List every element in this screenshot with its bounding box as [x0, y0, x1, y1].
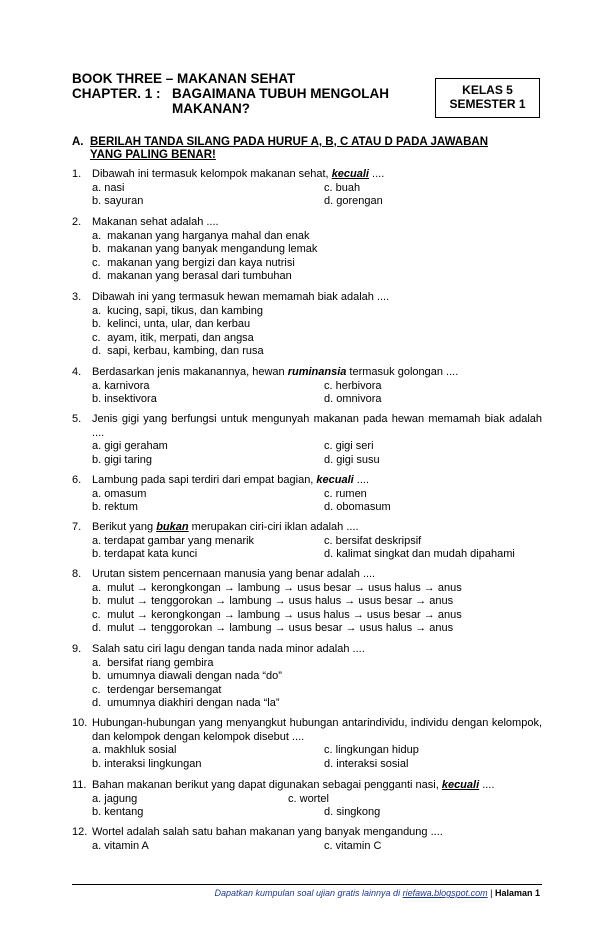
option-b[interactable]: b. mulut → tenggorokan → lambung → usus halus → usus besar → anus: [92, 595, 454, 608]
option-a[interactable]: a. nasi: [92, 181, 125, 194]
option-d[interactable]: d. umumnya diakhiri dengan nada “la”: [92, 697, 280, 710]
keyword: bukan: [156, 521, 189, 533]
question-stem: Urutan sistem pencernaan manusia yang benar adalah ....: [92, 568, 376, 580]
keyword: kecuali: [331, 168, 369, 180]
option-d[interactable]: d. sapi, kerbau, kambing, dan rusa: [92, 345, 264, 358]
option-b[interactable]: b. kelinci, unta, ular, dan kerbau: [92, 318, 251, 331]
option-c[interactable]: c. vitamin C: [324, 839, 382, 852]
section-instruction: [72, 136, 540, 162]
question-stem: Wortel adalah salah satu bahan makanan yang banyak mengandung ....: [92, 826, 443, 838]
question-number: 11.: [72, 779, 87, 791]
option-c[interactable]: c. ayam, itik, merpati, dan angsa: [92, 331, 254, 344]
option-b[interactable]: b. interaksi lingkungan: [92, 757, 202, 770]
question-stem: Dibawah ini yang termasuk hewan memamah biak adalah ....: [92, 291, 390, 303]
book-title: BOOK THREE – MAKANAN SEHAT: [72, 71, 296, 86]
footer-text: Dapatkan kumpulan soal ujian gratis lainnya di: [214, 888, 403, 898]
option-d[interactable]: d. gigi susu: [324, 453, 380, 466]
footer-separator: |: [487, 888, 495, 898]
chapter-title-line-1: BAGAIMANA TUBUH MENGOLAH: [172, 86, 389, 101]
option-a[interactable]: a. mulut → kerongkongan → lambung → usus besar → usus halus → anus: [92, 581, 462, 594]
option-a[interactable]: a. gigi geraham: [92, 440, 168, 453]
question-6: [72, 474, 542, 515]
option-a[interactable]: a. makanan yang harganya mahal dan enak: [92, 229, 310, 242]
page-footer: [214, 888, 540, 898]
option-d[interactable]: d. gorengan: [324, 195, 383, 208]
option-c[interactable]: c. wortel: [288, 792, 329, 805]
question-number: 4.: [72, 366, 82, 378]
option-a[interactable]: a. jagung: [92, 792, 138, 805]
question-12: [72, 826, 542, 853]
option-a[interactable]: a. bersifat riang gembira: [92, 656, 214, 669]
option-b[interactable]: b. makanan yang banyak mengandung lemak: [92, 243, 318, 256]
option-c[interactable]: c. mulut → kerongkongan → lambung → usus halus → usus besar → anus: [92, 608, 462, 621]
question-3: [72, 291, 542, 359]
option-c[interactable]: c. herbivora: [324, 379, 382, 392]
option-a[interactable]: a. kucing, sapi, tikus, dan kambing: [92, 304, 263, 317]
option-c[interactable]: c. makanan yang bergizi dan kaya nutrisi: [92, 256, 295, 269]
section-line-2: YANG PALING BENAR!: [90, 149, 216, 161]
question-9: [72, 643, 542, 711]
question-10: [72, 717, 542, 771]
keyword: ruminansia: [287, 366, 347, 378]
option-a[interactable]: a. omasum: [92, 487, 147, 500]
option-b[interactable]: b. insektivora: [92, 393, 157, 406]
question-number: 1.: [72, 168, 82, 180]
kelas-label: KELAS 5: [462, 83, 513, 97]
question-number: 10.: [72, 717, 88, 729]
keyword: kecuali: [441, 779, 480, 791]
footer-link[interactable]: riefawa.blogspot.com: [402, 888, 488, 898]
question-number: 5.: [72, 413, 82, 425]
question-number: 9.: [72, 643, 82, 655]
question-number: 12.: [72, 826, 88, 838]
option-b[interactable]: b. umumnya diawali dengan nada “do”: [92, 670, 282, 683]
option-b[interactable]: b. gigi taring: [92, 453, 152, 466]
question-7: [72, 521, 542, 562]
class-semester-box: [435, 78, 540, 118]
semester-label: SEMESTER 1: [449, 97, 526, 111]
question-number: 3.: [72, 291, 82, 303]
section-line-1: BERILAH TANDA SILANG PADA HURUF A, B, C ATAU D PADA JAWABAN: [90, 136, 489, 148]
option-b[interactable]: b. kentang: [92, 806, 144, 819]
option-a[interactable]: a. vitamin A: [92, 839, 149, 852]
question-number: 2.: [72, 216, 82, 228]
chapter-label: CHAPTER. 1 :: [72, 86, 161, 101]
document-header: [72, 71, 389, 116]
question-stem: Bahan makanan berikut yang dapat digunakan sebagai pengganti nasi, kecuali ....: [92, 779, 495, 791]
keyword: kecuali: [316, 474, 354, 486]
option-c[interactable]: c. bersifat deskripsif: [324, 534, 422, 547]
question-stem: Lambung pada sapi terdiri dari empat bagian, kecuali ....: [92, 474, 370, 486]
question-stem: Dibawah ini termasuk kelompok makanan sehat, kecuali ....: [92, 168, 385, 180]
option-d[interactable]: d. interaksi sosial: [324, 757, 409, 770]
chapter-heading: [72, 86, 389, 116]
option-c[interactable]: c. rumen: [324, 487, 367, 500]
option-c[interactable]: c. terdengar bersemangat: [92, 683, 222, 696]
option-d[interactable]: d. obomasum: [324, 501, 391, 514]
question-number: 8.: [72, 568, 82, 580]
option-b[interactable]: b. rektum: [92, 501, 138, 514]
question-11: [72, 779, 542, 820]
option-d[interactable]: d. omnivora: [324, 393, 382, 406]
option-c[interactable]: c. buah: [324, 181, 361, 194]
option-d[interactable]: d. makanan yang berasal dari tumbuhan: [92, 270, 292, 283]
option-b[interactable]: b. terdapat kata kunci: [92, 548, 198, 561]
page-number: Halaman 1: [494, 888, 540, 898]
option-c[interactable]: c. lingkungan hidup: [324, 744, 419, 757]
option-d[interactable]: d. singkong: [324, 806, 381, 819]
question-stem: Makanan sehat adalah ....: [92, 216, 219, 228]
option-d[interactable]: d. kalimat singkat dan mudah dipahami: [324, 548, 515, 561]
question-8: [72, 568, 542, 636]
section-letter: A.: [72, 136, 84, 148]
question-stem: Salah satu ciri lagu dengan tanda nada minor adalah ....: [92, 643, 365, 655]
question-5: [72, 413, 542, 467]
question-1: [72, 168, 542, 209]
option-a[interactable]: a. makhluk sosial: [92, 744, 177, 757]
option-d[interactable]: d. mulut → tenggorokan → lambung → usus besar → usus halus → anus: [92, 622, 454, 635]
question-2: [72, 216, 542, 284]
chapter-title: [172, 86, 389, 116]
question-number: 7.: [72, 521, 82, 533]
question-stem: Jenis gigi yang berfungsi untuk mengunyah makanan pada hewan memamah biak adalah ....: [92, 413, 542, 439]
question-number: 6.: [72, 474, 82, 486]
question-4: [72, 366, 542, 407]
chapter-title-line-2: MAKANAN?: [172, 101, 250, 116]
option-c[interactable]: c. gigi seri: [324, 440, 374, 453]
question-stem: Berdasarkan jenis makanannya, hewan ruminansia termasuk golongan ....: [92, 366, 459, 378]
question-stem: Berikut yang bukan merupakan ciri-ciri iklan adalah ....: [92, 521, 359, 533]
question-stem: Hubungan-hubungan yang menyangkut hubungan antarindividu, individu dengan kelompok, dan kelompok dengan kelompok disebut ....: [92, 717, 542, 743]
footer-divider: [72, 884, 542, 885]
section-instruction-text: [90, 136, 540, 162]
option-b[interactable]: b. sayuran: [92, 195, 144, 208]
option-a[interactable]: a. karnivora: [92, 379, 150, 392]
option-a[interactable]: a. terdapat gambar yang menarik: [92, 534, 255, 547]
